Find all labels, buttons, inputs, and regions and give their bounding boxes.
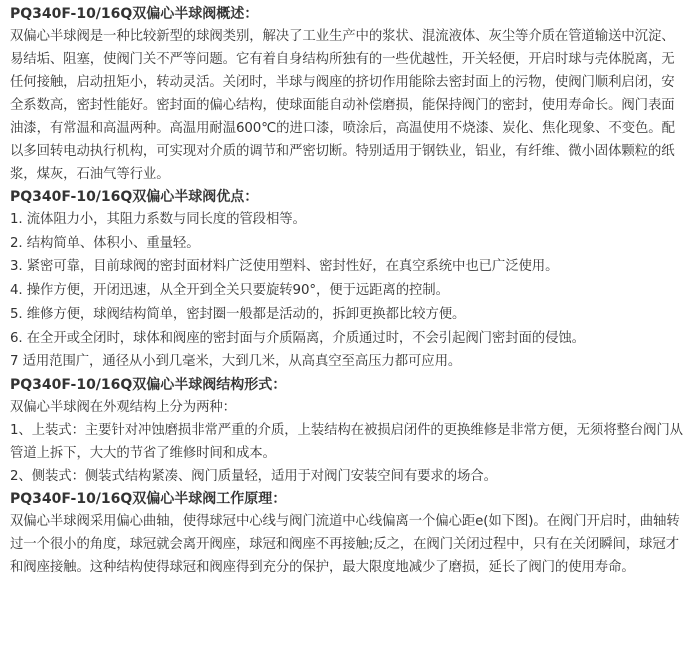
principle-heading: PQ340F-10/16Q双偏心半球阀工作原理：: [10, 490, 287, 507]
advantage-item: 3. 紧密可靠，目前球阀的密封面材料广泛使用塑料、密封性好，在真空系统中也已广泛使用。: [10, 259, 559, 275]
advantage-item: 4. 操作方便，开闭迅速，从全开到全关只要旋转90°，便于远距离的控制。: [10, 283, 449, 299]
advantages-list: [10, 208, 686, 374]
advantages-heading: PQ340F-10/16Q双偏心半球阀优点：: [10, 189, 259, 205]
advantage-item: 6. 在全开或全闭时，球体和阀座的密封面与介质隔离，介质通过时，不会引起阀门密封面的侵蚀。: [10, 330, 585, 346]
structure-intro: 双偏心半球阀在外观结构上分为两种：: [10, 399, 236, 415]
structure-item-top-mounted: 1、上装式：主要针对冲蚀磨损非常严重的介质，上装结构在被损启闭件的更换维修是非常方便，无须将整台阀门从管道上拆下，大大的节省了维修时间和成本。: [10, 422, 683, 461]
structure-item-side-mounted: 2、侧装式：侧装式结构紧凑、阀门质量轻，适用于对阀门安装空间有要求的场合。: [10, 468, 497, 484]
structure-heading: PQ340F-10/16Q双偏心半球阀结构形式：: [10, 376, 287, 393]
advantage-item: 1. 流体阻力小，其阻力系数与同长度的管段相等。: [10, 212, 306, 227]
advantage-item: 7 适用范围广，通径从小到几毫米，大到几米，从高真空至高压力都可应用。: [10, 354, 462, 370]
overview-text: 双偏心半球阀是一种比较新型的球阀类别，解决了工业生产中的浆状、混流液体、灰尘等介质在管道输送中沉淀、易结垢、阻塞，使阀门关不严等问题。它有着自身结构所独有的一些优越性，开关轻便，开启时球与壳体脱离，无任何接触，启动扭矩小，转动灵活。关闭时，半球与阀座的挤切作用能除去密封面上的污物，使阀门顺利启闭，安全系数高，密封性能好。密封面的偏心结构，使球面能自动补偿磨损，能保持阀门的密封，使用寿命长。阀门表面油漆，有常温和高温两种。高温用耐温600℃的进口漆，喷涂后，高温使用不烧漆、炭化、焦化现象、不变色。配以多回转电动执行机构，可实现对介质的调节和严密切断。特别适用于钢铁业，铝业，有纤维、微小固体颗粒的纸浆，煤灰，石油气等行业。: [10, 29, 675, 182]
advantage-item: 5. 维修方便，球阀结构简单，密封圈一般都是活动的，拆卸更换都比较方便。: [10, 306, 466, 322]
overview-heading: PQ340F-10/16Q双偏心半球阀概述：: [10, 6, 259, 22]
advantage-item: 2. 结构简单、体积小、重量轻。: [10, 235, 200, 251]
principle-text: 双偏心半球阀采用偏心曲轴，使得球冠中心线与阀门流道中心线偏离一个偏心距e(如下图)。在阀门开启时，曲轴转过一个很小的角度，球冠就会离开阀座，球冠和阀座不再接触;反之，在阀门关闭过程中，只有在关闭瞬间，球冠才和阀座接触。这种结构使得球冠和阀座得到充分的保护，最大限度地减少了磨损，延长了阀门的使用寿命。: [10, 513, 680, 575]
